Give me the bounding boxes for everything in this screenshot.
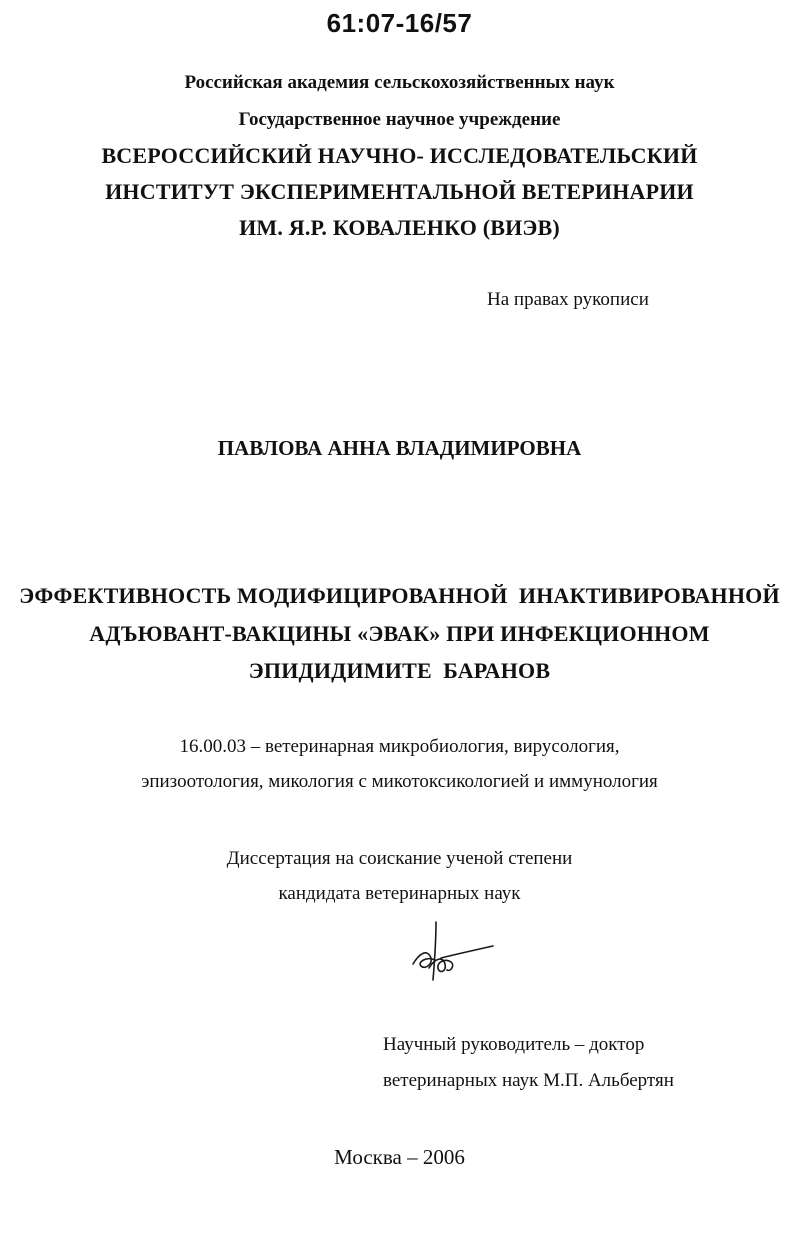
degree-line-1: Диссертация на соискание ученой степени xyxy=(226,848,573,869)
specialty-line-1: 16.00.03 – ветеринарная микробиология, вирусология, xyxy=(179,736,620,757)
institute-name-line-3: ИМ. Я.Р. КОВАЛЕНКО (ВИЭВ) xyxy=(239,215,560,240)
thesis-title-line-3: ЭПИДИДИМИТЕ БАРАНОВ xyxy=(248,658,551,683)
thesis-title-line-2: АДЪЮВАНТ-ВАКЦИНЫ «ЭВАК» ПРИ ИНФЕКЦИОННОМ xyxy=(89,621,710,646)
supervisor-line-1: Научный руководитель – доктор xyxy=(383,1034,645,1055)
catalog-code: 61:07-16/57 xyxy=(326,8,473,38)
institute-name-line-1: ВСЕРОССИЙСКИЙ НАУЧНО- ИССЛЕДОВАТЕЛЬСКИЙ xyxy=(101,143,698,168)
academy-name: Российская академия сельскохозяйственных наук xyxy=(184,72,615,93)
supervisor-line-2: ветеринарных наук М.П. Альбертян xyxy=(383,1070,674,1091)
author-name: ПАВЛОВА АННА ВЛАДИМИРОВНА xyxy=(217,436,582,460)
handwritten-signature xyxy=(405,918,500,983)
thesis-title-line-1: ЭФФЕКТИВНОСТЬ МОДИФИЦИРОВАННОЙ ИНАКТИВИРОВАННОЙ xyxy=(19,583,780,608)
rights-note: На правах рукописи xyxy=(487,289,649,310)
specialty-line-2: эпизоотология, микология с микотоксикологией и иммунология xyxy=(141,771,658,792)
institute-name-line-2: ИНСТИТУТ ЭКСПЕРИМЕНТАЛЬНОЙ ВЕТЕРИНАРИИ xyxy=(105,179,694,204)
institution-type: Государственное научное учреждение xyxy=(238,109,561,130)
degree-line-2: кандидата ветеринарных наук xyxy=(278,883,521,904)
city-year: Москва – 2006 xyxy=(334,1145,465,1169)
